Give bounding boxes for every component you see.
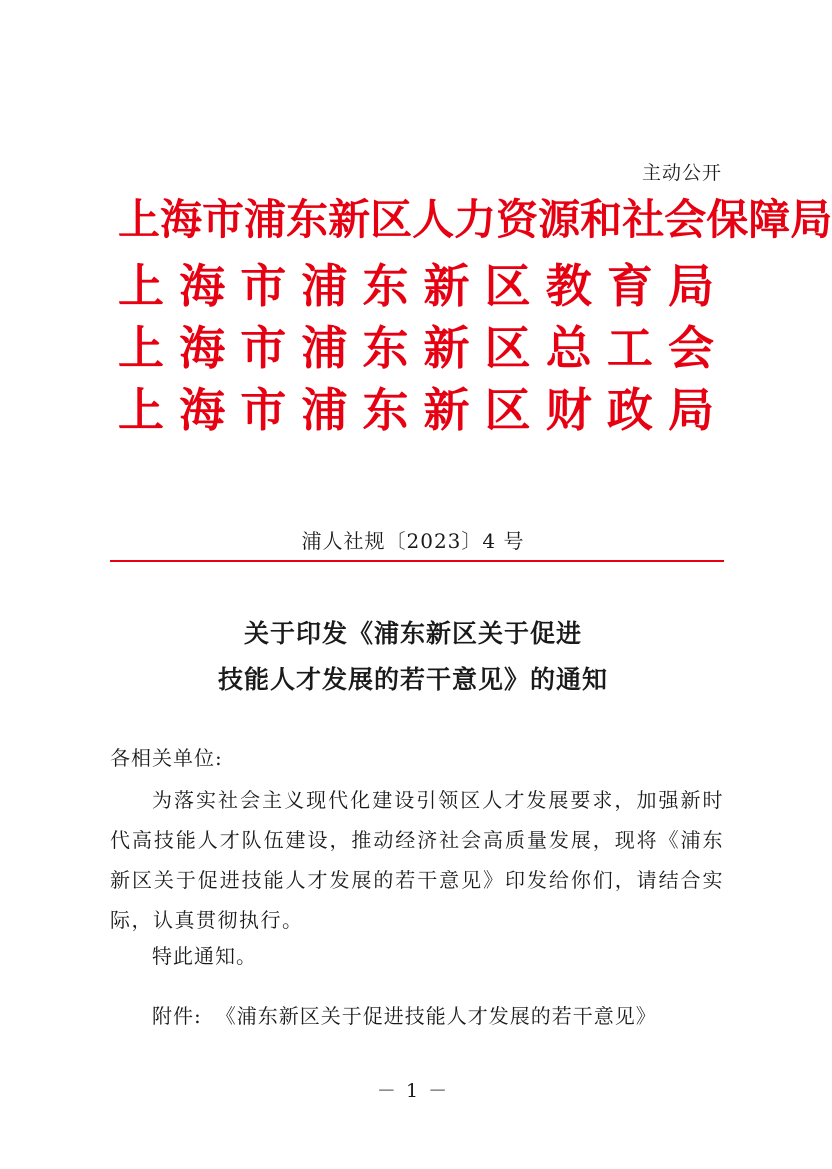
issuer-char: 新 xyxy=(423,321,470,375)
issuer-char: 新 xyxy=(423,383,470,437)
issuer-char: 海 xyxy=(179,321,226,375)
issuer-char: 教 xyxy=(545,259,592,313)
issuer-char: 工 xyxy=(606,321,653,375)
issuer-char: 总 xyxy=(545,321,592,375)
issuer-line-hrss xyxy=(118,192,832,248)
issuer-char: 局 xyxy=(790,195,832,244)
issuer-char: 东 xyxy=(362,259,409,313)
issuer-char: 上 xyxy=(118,259,164,313)
issuer-char: 人 xyxy=(412,195,455,244)
issuer-char: 区 xyxy=(484,321,531,375)
issuer-char: 市 xyxy=(240,321,287,375)
attachment-title: 《浦东新区关于促进技能人才发展的若干意见》 xyxy=(215,1004,657,1028)
issuer-char: 东 xyxy=(362,383,409,437)
document-title-line-1: 关于印发《浦东新区关于促进 xyxy=(243,619,582,648)
issuer-char: 浦 xyxy=(301,321,348,375)
issuer-char: 保 xyxy=(706,195,749,244)
issuer-char: 新 xyxy=(423,259,470,313)
attachment-line xyxy=(152,1000,657,1029)
issuer-char: 市 xyxy=(240,383,287,437)
issuer-char: 浦 xyxy=(301,383,348,437)
red-divider xyxy=(110,560,724,562)
issuer-char: 海 xyxy=(160,195,203,244)
issuer-char: 上 xyxy=(118,195,161,244)
issuer-char: 和 xyxy=(580,195,623,244)
issuer-char: 上 xyxy=(118,321,164,375)
issuer-char: 市 xyxy=(240,259,287,313)
document-title-line-2: 技能人才发展的若干意见》的通知 xyxy=(217,665,608,694)
issuer-char: 会 xyxy=(667,321,714,375)
issuer-char: 政 xyxy=(606,383,653,437)
issuer-char: 市 xyxy=(202,195,245,244)
page-number: － 1 － xyxy=(376,1080,450,1102)
body-paragraph: 为落实社会主义现代化建设引领区人才发展要求，加强新时代高技能人才队伍建设，推动经济社会高质量发展，现将《浦东新区关于促进技能人才发展的若干意见》印发给你们，请结合实际，认真贯彻执行。 xyxy=(110,788,724,932)
disclosure-label: 主动公开 xyxy=(641,162,722,184)
issuer-line-union xyxy=(118,320,714,376)
issuer-char: 障 xyxy=(748,195,791,244)
issuer-char: 上 xyxy=(118,383,164,437)
issuer-char: 局 xyxy=(667,383,714,437)
issuer-char: 区 xyxy=(484,383,531,437)
issuer-char: 浦 xyxy=(244,195,287,244)
issuer-char: 资 xyxy=(496,195,539,244)
closing-line: 特此通知。 xyxy=(152,944,257,968)
issuer-char: 新 xyxy=(328,195,371,244)
issuer-char: 区 xyxy=(370,195,413,244)
issuer-char: 局 xyxy=(667,259,714,313)
issuer-char: 海 xyxy=(179,383,226,437)
issuer-char: 财 xyxy=(545,383,592,437)
issuer-char: 海 xyxy=(179,259,226,313)
issuer-char: 育 xyxy=(606,259,653,313)
issuer-line-education xyxy=(118,258,714,314)
issuer-char: 东 xyxy=(362,321,409,375)
issuer-char: 东 xyxy=(286,195,329,244)
issuer-char: 区 xyxy=(484,259,531,313)
issuer-char: 源 xyxy=(538,195,581,244)
issuer-line-finance xyxy=(118,382,714,438)
issuer-char: 力 xyxy=(454,195,497,244)
issuer-char: 社 xyxy=(622,195,665,244)
attachment-label: 附件: xyxy=(152,1004,202,1028)
document-number: 浦人社规〔2023〕4 号 xyxy=(301,529,525,553)
issuer-char: 会 xyxy=(664,195,707,244)
issuer-char: 浦 xyxy=(301,259,348,313)
salutation: 各相关单位: xyxy=(110,746,223,770)
